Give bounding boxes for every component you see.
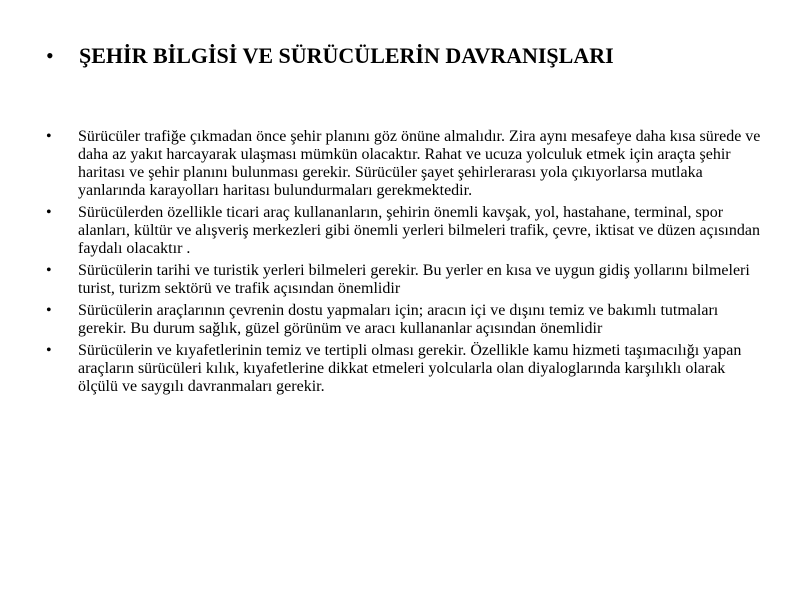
list-item <box>46 342 762 396</box>
list-item-text: Sürücülerin araçlarının çevrenin dostu yapmaları için; aracın içi ve dışını temiz ve bakımlı tutmaları gerekir. Bu durum sağlık, güzel görünüm ve aracı kullananlar açısından önemlidir <box>78 302 719 337</box>
list-item-text: Sürücülerden özellikle ticari araç kullananların, şehirin önemli kavşak, yol, hastahane, terminal, spor alanları, kültür ve alışveriş merkezleri gibi önemli yerleri bilmeleri trafik, çevre, iktisat ve düzen açısından faydalı olacaktır . <box>78 204 760 257</box>
list-item <box>46 128 762 200</box>
list-item-text: Sürücüler trafiğe çıkmadan önce şehir planını göz önüne almalıdır. Zira aynı mesafeye daha kısa sürede ve daha az yakıt harcayarak ulaşması mümkün olacaktır. Rahat ve ucuza yolculuk etmek için araçta şehir haritası ve şehir planını bulunması gerekir. Sürücüler şayet şehirlerarası yola çıkıyorlarsa mutlaka yanlarında karayolları haritası bulundurmaları gerekmektedir. <box>78 128 761 199</box>
bullet-icon: • <box>46 204 52 221</box>
bullet-icon: • <box>46 128 52 145</box>
title-bullet-icon: • <box>46 43 54 68</box>
list-item <box>46 204 762 258</box>
bullet-icon: • <box>46 302 52 319</box>
list-item-text: Sürücülerin ve kıyafetlerinin temiz ve tertipli olması gerekir. Özellikle kamu hizmeti taşımacılığı yapan araçların sürücüleri kılık, kıyafetlerine dikkat etmeleri yolcularla olan diyaloglarında karşılıklı olarak ölçülü ve saygılı davranmaları gerekir. <box>78 342 742 395</box>
list-item <box>46 262 762 298</box>
slide-title <box>46 42 766 70</box>
bullet-list <box>46 128 762 400</box>
list-item <box>46 302 762 338</box>
bullet-icon: • <box>46 262 52 279</box>
title-text: ŞEHİR BİLGİSİ VE SÜRÜCÜLERİN DAVRANIŞLARI <box>79 43 614 68</box>
bullet-icon: • <box>46 342 52 359</box>
list-item-text: Sürücülerin tarihi ve turistik yerleri bilmeleri gerekir. Bu yerler en kısa ve uygun gidiş yollarını bilmeleri turist, turizm sektörü ve trafik açısından önemlidir <box>78 262 750 297</box>
